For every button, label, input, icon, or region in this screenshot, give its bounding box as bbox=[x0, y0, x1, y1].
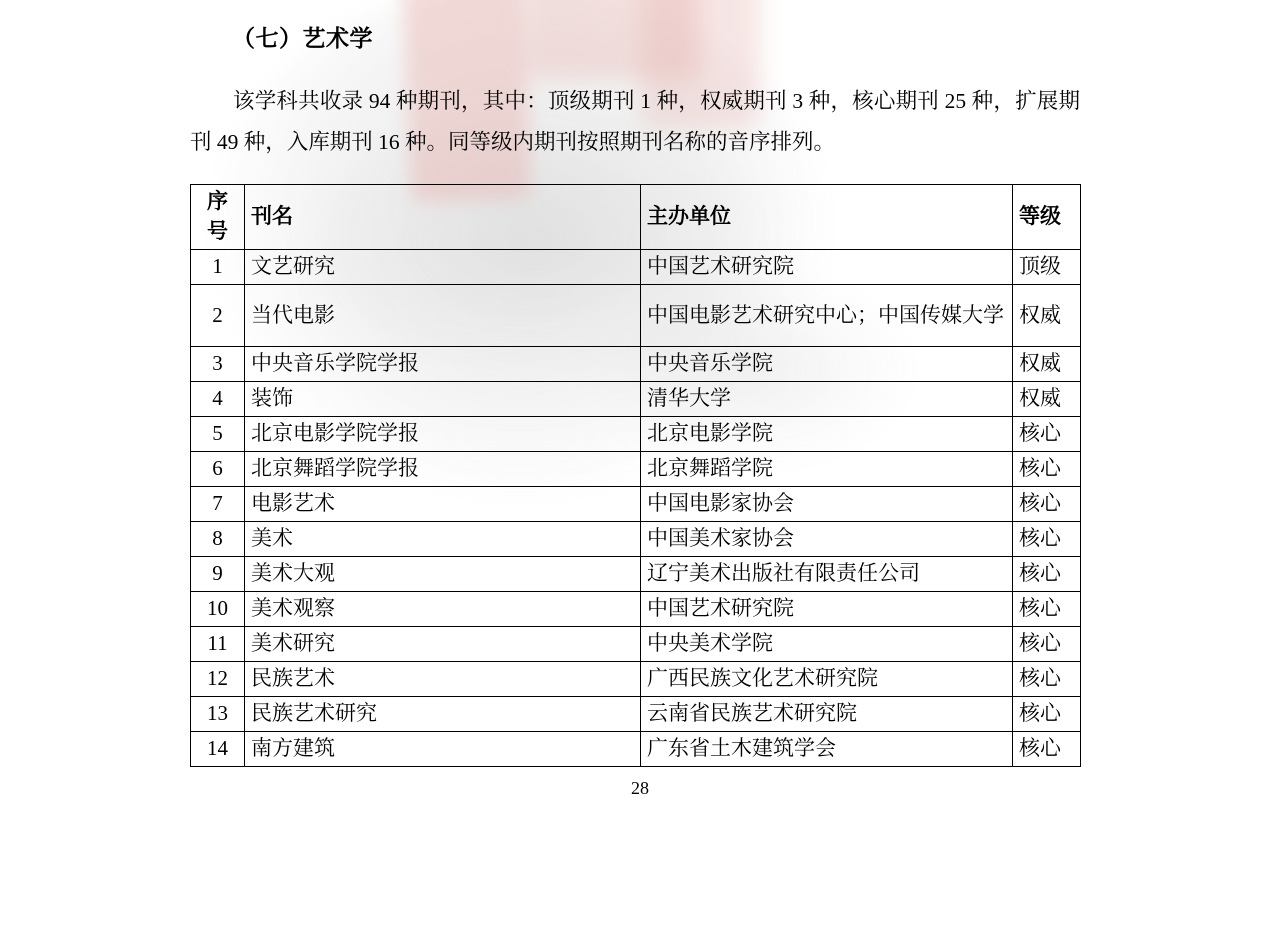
cell-no: 6 bbox=[191, 451, 245, 486]
cell-name: 北京电影学院学报 bbox=[245, 416, 641, 451]
section-heading: （七）艺术学 bbox=[232, 26, 373, 51]
journal-table bbox=[190, 184, 1081, 767]
cell-org: 中国电影家协会 bbox=[641, 486, 1013, 521]
cell-name: 南方建筑 bbox=[245, 731, 641, 766]
cell-no: 7 bbox=[191, 486, 245, 521]
table-row bbox=[191, 451, 1081, 486]
cell-name: 美术研究 bbox=[245, 626, 641, 661]
cell-name: 民族艺术 bbox=[245, 661, 641, 696]
cell-org: 北京舞蹈学院 bbox=[641, 451, 1013, 486]
cell-level: 核心 bbox=[1013, 486, 1081, 521]
cell-level: 核心 bbox=[1013, 521, 1081, 556]
cell-name: 美术 bbox=[245, 521, 641, 556]
table-row bbox=[191, 626, 1081, 661]
cell-level: 权威 bbox=[1013, 284, 1081, 346]
cell-level: 核心 bbox=[1013, 416, 1081, 451]
cell-org: 中国艺术研究院 bbox=[641, 249, 1013, 284]
table-row bbox=[191, 486, 1081, 521]
table-row bbox=[191, 696, 1081, 731]
cell-no: 5 bbox=[191, 416, 245, 451]
cell-name: 装饰 bbox=[245, 381, 641, 416]
column-header-level: 等级 bbox=[1013, 185, 1081, 250]
cell-no: 14 bbox=[191, 731, 245, 766]
page-content bbox=[190, 0, 1080, 767]
cell-level: 权威 bbox=[1013, 381, 1081, 416]
cell-name: 中央音乐学院学报 bbox=[245, 346, 641, 381]
cell-name: 美术观察 bbox=[245, 591, 641, 626]
cell-name: 电影艺术 bbox=[245, 486, 641, 521]
cell-org: 中国艺术研究院 bbox=[641, 591, 1013, 626]
table-row bbox=[191, 249, 1081, 284]
column-header-org: 主办单位 bbox=[641, 185, 1013, 250]
table-row bbox=[191, 731, 1081, 766]
cell-no: 11 bbox=[191, 626, 245, 661]
cell-org: 广东省土木建筑学会 bbox=[641, 731, 1013, 766]
cell-no: 9 bbox=[191, 556, 245, 591]
cell-name: 北京舞蹈学院学报 bbox=[245, 451, 641, 486]
table-row bbox=[191, 416, 1081, 451]
cell-org: 辽宁美术出版社有限责任公司 bbox=[641, 556, 1013, 591]
cell-org: 清华大学 bbox=[641, 381, 1013, 416]
cell-name: 民族艺术研究 bbox=[245, 696, 641, 731]
cell-no: 10 bbox=[191, 591, 245, 626]
cell-org: 中国电影艺术研究中心；中国传媒大学 bbox=[641, 284, 1013, 346]
column-header-no: 序号 bbox=[191, 185, 245, 250]
cell-name: 文艺研究 bbox=[245, 249, 641, 284]
table-row bbox=[191, 381, 1081, 416]
page-number: 28 bbox=[631, 778, 649, 798]
table-row bbox=[191, 521, 1081, 556]
table-row bbox=[191, 284, 1081, 346]
cell-level: 核心 bbox=[1013, 661, 1081, 696]
cell-level: 核心 bbox=[1013, 556, 1081, 591]
cell-no: 1 bbox=[191, 249, 245, 284]
column-header-name: 刊名 bbox=[245, 185, 641, 250]
table-row bbox=[191, 661, 1081, 696]
cell-no: 3 bbox=[191, 346, 245, 381]
table-body bbox=[191, 249, 1081, 766]
cell-org: 中国美术家协会 bbox=[641, 521, 1013, 556]
cell-no: 8 bbox=[191, 521, 245, 556]
cell-level: 核心 bbox=[1013, 731, 1081, 766]
table-row bbox=[191, 346, 1081, 381]
cell-org: 云南省民族艺术研究院 bbox=[641, 696, 1013, 731]
section-summary-paragraph: 该学科共收录 94 种期刊，其中：顶级期刊 1 种，权威期刊 3 种，核心期刊 25 种，扩展期刊 49 种，入库期刊 16 种。同等级内期刊按照期刊名称的音序排列。 bbox=[190, 88, 1080, 155]
cell-no: 12 bbox=[191, 661, 245, 696]
table-row bbox=[191, 591, 1081, 626]
cell-level: 权威 bbox=[1013, 346, 1081, 381]
cell-name: 美术大观 bbox=[245, 556, 641, 591]
cell-level: 核心 bbox=[1013, 451, 1081, 486]
cell-level: 核心 bbox=[1013, 591, 1081, 626]
cell-level: 顶级 bbox=[1013, 249, 1081, 284]
table-row bbox=[191, 556, 1081, 591]
cell-org: 北京电影学院 bbox=[641, 416, 1013, 451]
cell-level: 核心 bbox=[1013, 696, 1081, 731]
cell-org: 广西民族文化艺术研究院 bbox=[641, 661, 1013, 696]
cell-name: 当代电影 bbox=[245, 284, 641, 346]
cell-org: 中央音乐学院 bbox=[641, 346, 1013, 381]
cell-org: 中央美术学院 bbox=[641, 626, 1013, 661]
table-header-row bbox=[191, 185, 1081, 250]
cell-no: 2 bbox=[191, 284, 245, 346]
cell-no: 4 bbox=[191, 381, 245, 416]
cell-no: 13 bbox=[191, 696, 245, 731]
cell-level: 核心 bbox=[1013, 626, 1081, 661]
